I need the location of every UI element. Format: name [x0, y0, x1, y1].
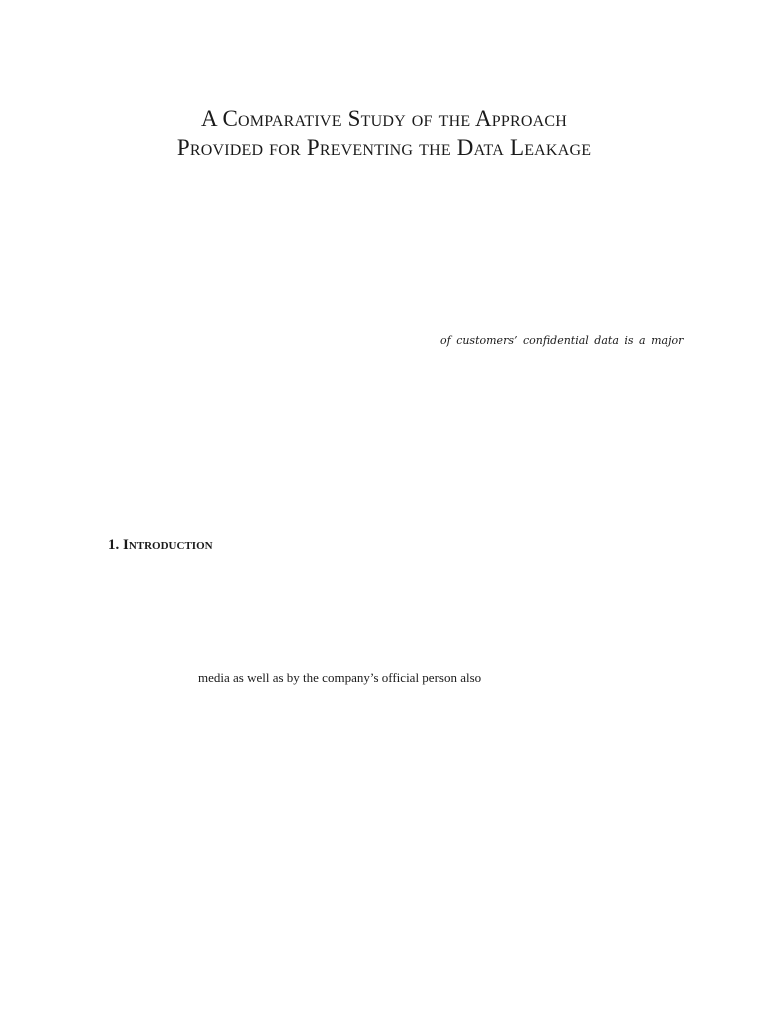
section-heading-introduction: 1. Introduction — [108, 537, 213, 553]
paper-title-line-1: A Comparative Study of the Approach — [200, 106, 567, 131]
paper-title — [0, 104, 768, 162]
body-text-fragment: media as well as by the company’s official person also — [198, 670, 482, 685]
paper-title-line-2: Provided for Preventing the Data Leakage — [176, 135, 592, 160]
abstract-text-fragment: of customers’ confidential data is a major — [440, 334, 684, 347]
